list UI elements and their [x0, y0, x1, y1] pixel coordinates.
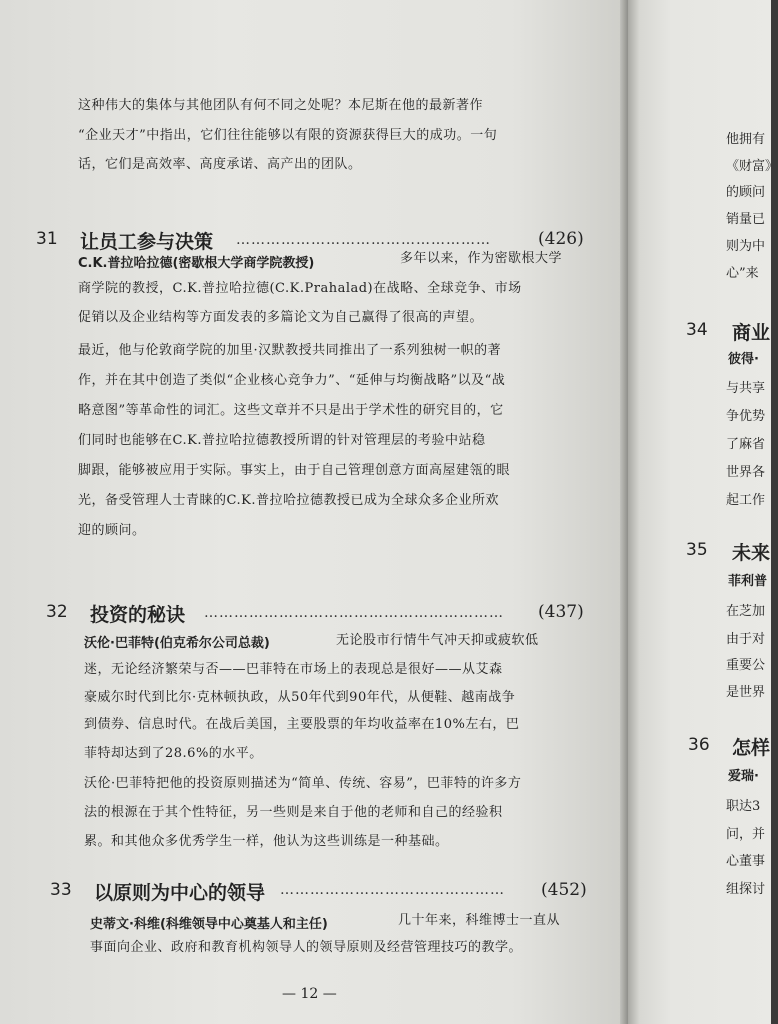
entry-line: 了麻省: [726, 437, 766, 452]
entry-line: 起工作: [726, 493, 766, 508]
entry-page-number[interactable]: (452): [541, 880, 587, 900]
entry-line: 无论股市行情牛气冲天抑或疲软低: [336, 633, 539, 648]
entry-line: 到债券、信息时代。在战后美国，主要股票的年均收益率在10%左右，巴: [84, 717, 520, 732]
entry-title[interactable]: 让员工参与决策: [80, 231, 214, 253]
entry-leader-dots: ……………………………………………………: [204, 605, 504, 621]
entry-line: 最近，他与伦敦商学院的加里·汉默教授共同推出了一系列独树一帜的著: [78, 343, 502, 358]
entry-number: 31: [36, 229, 58, 249]
entry-page-number[interactable]: (426): [538, 229, 584, 249]
entry-line: 世界各: [726, 465, 766, 480]
entry-line: 组探讨: [726, 882, 766, 897]
entry-title[interactable]: 以原则为中心的领导: [94, 882, 266, 904]
entry-title[interactable]: 投资的秘诀: [90, 604, 186, 626]
entry-leader-dots: ……………………………………………: [236, 232, 491, 248]
entry-title[interactable]: 未来: [732, 542, 771, 564]
entry-author: 沃伦·巴菲特(伯克希尔公司总裁): [84, 636, 270, 651]
right-line: 则为中: [726, 239, 766, 254]
intro-line: 话，它们是高效率、高度承诺、高产出的团队。: [78, 157, 362, 172]
entry-line: 是世界: [726, 685, 766, 700]
entry-line: 由于对: [726, 632, 766, 647]
intro-line: 这种伟大的集体与其他团队有何不同之处呢？本尼斯在他的最新著作: [78, 98, 484, 113]
entry-title[interactable]: 怎样: [732, 737, 771, 759]
entry-line: 法的根源在于其个性特征，另一些则是来自于他的老师和自己的经验积: [84, 805, 503, 820]
entry-line: 几十年来，科维博士一直从: [398, 913, 561, 928]
entry-line: 迷，无论经济繁荣与否——巴菲特在市场上的表现总是很好——从艾森: [84, 662, 503, 677]
entry-line: 多年以来，作为密歇根大学: [400, 251, 563, 266]
entry-line: 沃伦·巴菲特把他的投资原则描述为“简单、传统、容易”，巴菲特的许多方: [84, 776, 522, 791]
right-page: [628, 0, 778, 1024]
entry-number: 33: [50, 880, 72, 900]
right-line: 心”来: [726, 266, 759, 281]
intro-line: “企业天才”中指出，它们往往能够以有限的资源获得巨大的成功。一句: [78, 128, 498, 143]
entry-number: 36: [688, 735, 710, 755]
entry-line: 们同时也能够在C.K.普拉哈拉德教授所谓的针对管理层的考验中站稳: [78, 433, 486, 448]
entry-line: 光，备受管理人士青睐的C.K.普拉哈拉德教授已成为全球众多企业所欢: [78, 493, 499, 508]
entry-line: 略意图”等革命性的词汇。这些文章并不只是出于学术性的研究目的，它: [78, 403, 504, 418]
entry-line: 豪威尔时代到比尔·克林顿执政，从50年代到90年代，从便鞋、越南战争: [84, 690, 516, 705]
entry-number: 34: [686, 320, 708, 340]
entry-number: 32: [46, 602, 68, 622]
entry-line: 商学院的教授，C.K.普拉哈拉德(C.K.Prahalad)在战略、全球竞争、市场: [78, 281, 522, 296]
entry-line: 促销以及企业结构等方面发表的多篇论文为自己赢得了很高的声望。: [78, 310, 484, 325]
right-line: 销量已: [726, 212, 766, 227]
right-line: 他拥有: [726, 132, 766, 147]
entry-line: 在芝加: [726, 604, 766, 619]
entry-author: 爱瑞·: [728, 769, 759, 784]
entry-line: 作，并在其中创造了类似“企业核心竞争力”、“延伸与均衡战略”以及“战: [78, 373, 506, 388]
right-line: 《财富》: [726, 159, 778, 174]
entry-page-number[interactable]: (437): [538, 602, 584, 622]
page-number: — 12 —: [282, 986, 337, 1002]
entry-leader-dots: ………………………………………: [280, 882, 505, 898]
entry-line: 脚跟，能够被应用于实际。事实上，由于自己管理创意方面高屋建瓴的眼: [78, 463, 511, 478]
right-line: 的顾问: [726, 185, 766, 200]
entry-author: 史蒂文·科维(科维领导中心奠基人和主任): [90, 917, 328, 932]
entry-line: 心董事: [726, 854, 766, 869]
entry-number: 35: [686, 540, 708, 560]
entry-line: 职达3: [726, 799, 761, 814]
entry-line: 菲特却达到了28.6%的水平。: [84, 746, 263, 761]
entry-line: 事面向企业、政府和教育机构领导人的领导原则及经营管理技巧的教学。: [90, 940, 523, 955]
entry-line: 重要公: [726, 658, 766, 673]
entry-line: 累。和其他众多优秀学生一样，他认为这些训练是一种基础。: [84, 834, 449, 849]
entry-line: 问，并: [726, 827, 766, 842]
entry-title[interactable]: 商业: [732, 322, 771, 344]
entry-line: 与共享: [726, 381, 766, 396]
entry-line: 迎的顾问。: [78, 523, 146, 538]
entry-author: 菲利普: [728, 574, 768, 589]
entry-line: 争优势: [726, 409, 766, 424]
entry-author: C.K.普拉哈拉德(密歇根大学商学院教授): [78, 256, 315, 271]
entry-author: 彼得·: [728, 352, 759, 367]
